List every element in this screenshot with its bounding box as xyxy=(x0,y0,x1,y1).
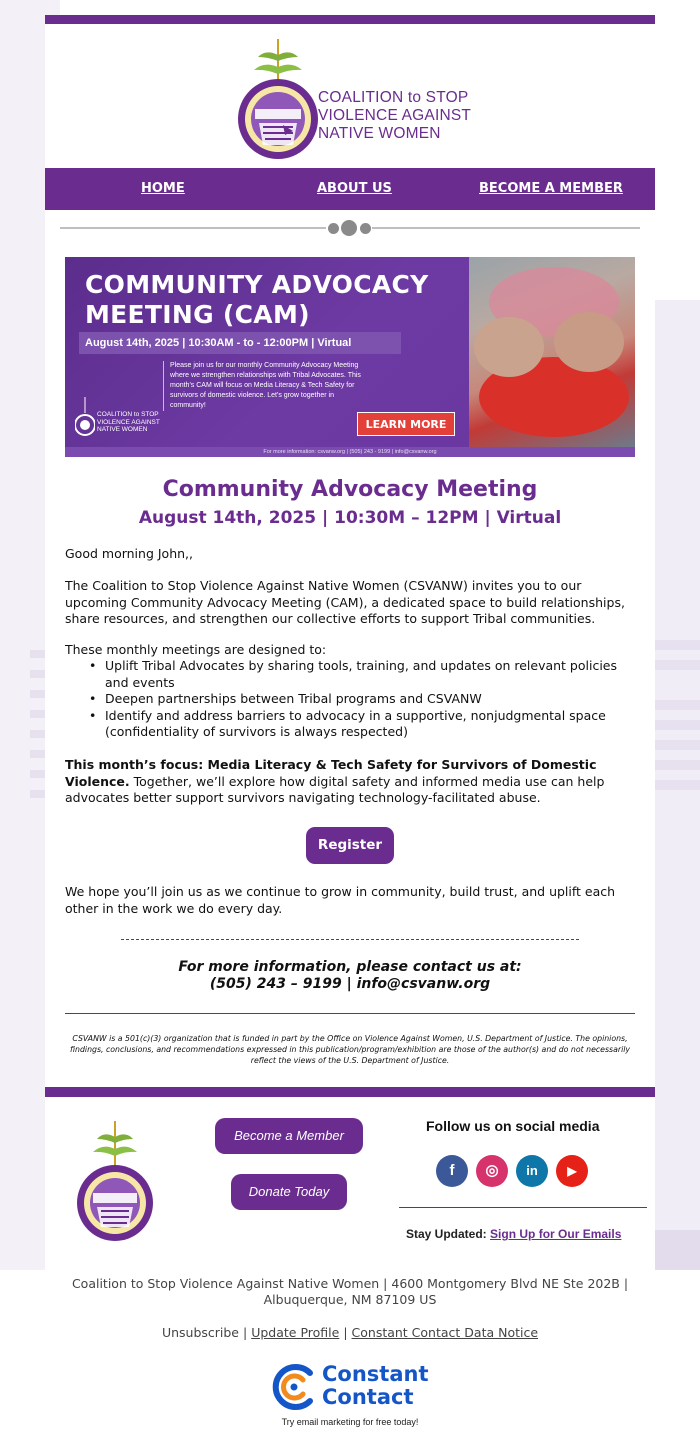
constant-contact-tagline[interactable]: Try email marketing for free today! xyxy=(281,1417,419,1427)
register-button[interactable]: Register xyxy=(306,827,394,864)
link-separator: | xyxy=(343,1325,348,1340)
contact-info xyxy=(45,959,655,993)
nav-home[interactable]: HOME xyxy=(141,181,185,196)
banner-title xyxy=(85,270,465,330)
banner-panel xyxy=(65,257,469,447)
footer-bar xyxy=(45,1087,655,1097)
postal-address: Coalition to Stop Violence Against Native Women | 4600 Montgomery Blvd NE Ste 202B | Albuquerque, NM 87109 US xyxy=(71,1276,629,1307)
intro-paragraph: The Coalition to Stop Violence Against Native Women (CSVANW) invites you to our upcoming Community Advocacy Meeting (CAM), a dedicated space to build relationships, share resources, and strengthen our collective efforts to support Tribal communities. xyxy=(65,578,625,626)
page-subtitle: August 14th, 2025 | 10:30M – 12PM | Virtual xyxy=(138,508,562,528)
disclaimer: CSVANW is a 501(c)(3) organization that is funded in part by the Office on Violence Against Women, U.S. Department of Justice. The opinions, findings, conclusions, and recommendations expressed in this publication/program/exhibition are those of the author(s) and do not necessarily reflect the views of the U.S. Department of Justice. xyxy=(69,1034,631,1065)
focus-paragraph xyxy=(65,757,640,807)
update-profile-link[interactable]: Update Profile xyxy=(251,1325,340,1340)
page-title: Community Advocacy Meeting xyxy=(162,477,538,502)
focus-bold: This month’s focus: Media Literacy & Tech Safety for Survivors of Domestic Violence. xyxy=(65,757,597,789)
banner-logo xyxy=(75,397,175,441)
focus-rest: Together, we’ll explore how digital safety and informed media use can help advocates better support survivors navigating technology-facilitated abuse. xyxy=(65,773,605,805)
list-item: • Deepen partnerships between Tribal programs and CSVANW xyxy=(105,691,635,708)
contact-line-2[interactable]: (505) 243 – 9199 | info@csvanw.org xyxy=(209,976,491,992)
banner-title-line-2: MEETING (CAM) xyxy=(85,300,310,329)
csvanw-emblem-icon xyxy=(233,37,323,161)
footer-links xyxy=(0,1325,700,1340)
email-card xyxy=(45,15,655,1270)
banner-logo-line-3: NATIVE WOMEN xyxy=(97,426,148,433)
facebook-icon[interactable]: f xyxy=(436,1155,468,1187)
footer-rule xyxy=(399,1207,647,1208)
list-item: • Uplift Tribal Advocates by sharing tools, training, and updates on relevant policies and events xyxy=(105,658,635,691)
cc-line-1: Constant xyxy=(322,1362,429,1386)
signup-link[interactable]: Sign Up for Our Emails xyxy=(490,1227,622,1241)
divider-dots-icon xyxy=(326,219,372,237)
greeting: Good morning John,, xyxy=(65,546,193,561)
banner-title-line-1: COMMUNITY ADVOCACY xyxy=(85,270,429,299)
closing-paragraph: We hope you’ll join us as we continue to grow in community, build trust, and uplift each other in the work we do every day. xyxy=(65,884,616,916)
dashed-divider xyxy=(121,939,579,940)
banner-photo xyxy=(469,257,635,447)
donate-button[interactable]: Donate Today xyxy=(231,1174,347,1210)
csvanw-emblem-icon xyxy=(75,1119,155,1243)
youtube-icon[interactable]: ▶ xyxy=(556,1155,588,1187)
cc-line-2: Contact xyxy=(322,1385,414,1409)
data-notice-link[interactable]: Constant Contact Data Notice xyxy=(351,1325,539,1340)
banner-logo-line-2: VIOLENCE AGAINST xyxy=(97,418,160,426)
top-nav xyxy=(45,168,655,210)
logo-line-3: NATIVE WOMEN xyxy=(318,125,441,142)
footer-logo[interactable] xyxy=(75,1119,155,1243)
constant-contact-icon xyxy=(270,1363,318,1411)
section-rule xyxy=(65,1013,635,1014)
mini-emblem-icon xyxy=(75,397,95,437)
contact-line-1: For more information, please contact us at: xyxy=(178,959,522,975)
link-separator: | xyxy=(243,1325,248,1340)
follow-heading: Follow us on social media xyxy=(426,1118,600,1134)
purpose-list xyxy=(105,658,635,741)
banner-description: Please join us for our monthly Community Advocacy Meeting where we strengthen relationships with Tribal Advocates. This month's CAM will focus on Media Literacy & Tech Safety for survivors of domestic violence. Let's grow together in community! xyxy=(163,361,368,411)
banner-footer: For more information: csvanw.org | (505) 243 - 9199 | info@csvanw.org xyxy=(65,447,635,457)
list-item: • Identify and address barriers to advocacy in a supportive, nonjudgmental space (confidentiality of survivors is always respected) xyxy=(105,708,635,741)
stay-updated xyxy=(406,1227,621,1241)
logo-wordmark xyxy=(318,89,478,143)
nav-become-member[interactable]: BECOME A MEMBER xyxy=(479,181,623,196)
instagram-icon[interactable]: ◎ xyxy=(476,1155,508,1187)
top-bar xyxy=(45,15,655,24)
stay-label: Stay Updated: xyxy=(406,1227,487,1241)
constant-contact-wordmark xyxy=(322,1363,429,1409)
header-logo[interactable] xyxy=(233,37,473,161)
logo-line-1: COALITION to STOP xyxy=(318,89,469,106)
become-member-button[interactable]: Become a Member xyxy=(215,1118,363,1154)
list-intro: These monthly meetings are designed to: xyxy=(65,642,327,657)
event-banner[interactable] xyxy=(65,257,635,457)
unsubscribe-link[interactable]: Unsubscribe xyxy=(161,1325,240,1340)
logo-line-2: VIOLENCE AGAINST xyxy=(318,107,472,124)
nav-about-us[interactable]: ABOUT US xyxy=(317,181,392,196)
constant-contact-logo[interactable] xyxy=(270,1363,435,1411)
banner-logo-line-1: COALITION to STOP xyxy=(97,411,159,418)
learn-more-button[interactable]: LEARN MORE xyxy=(357,412,455,436)
banner-date: August 14th, 2025 | 10:30AM - to - 12:00PM | Virtual xyxy=(79,332,401,354)
linkedin-icon[interactable]: in xyxy=(516,1155,548,1187)
